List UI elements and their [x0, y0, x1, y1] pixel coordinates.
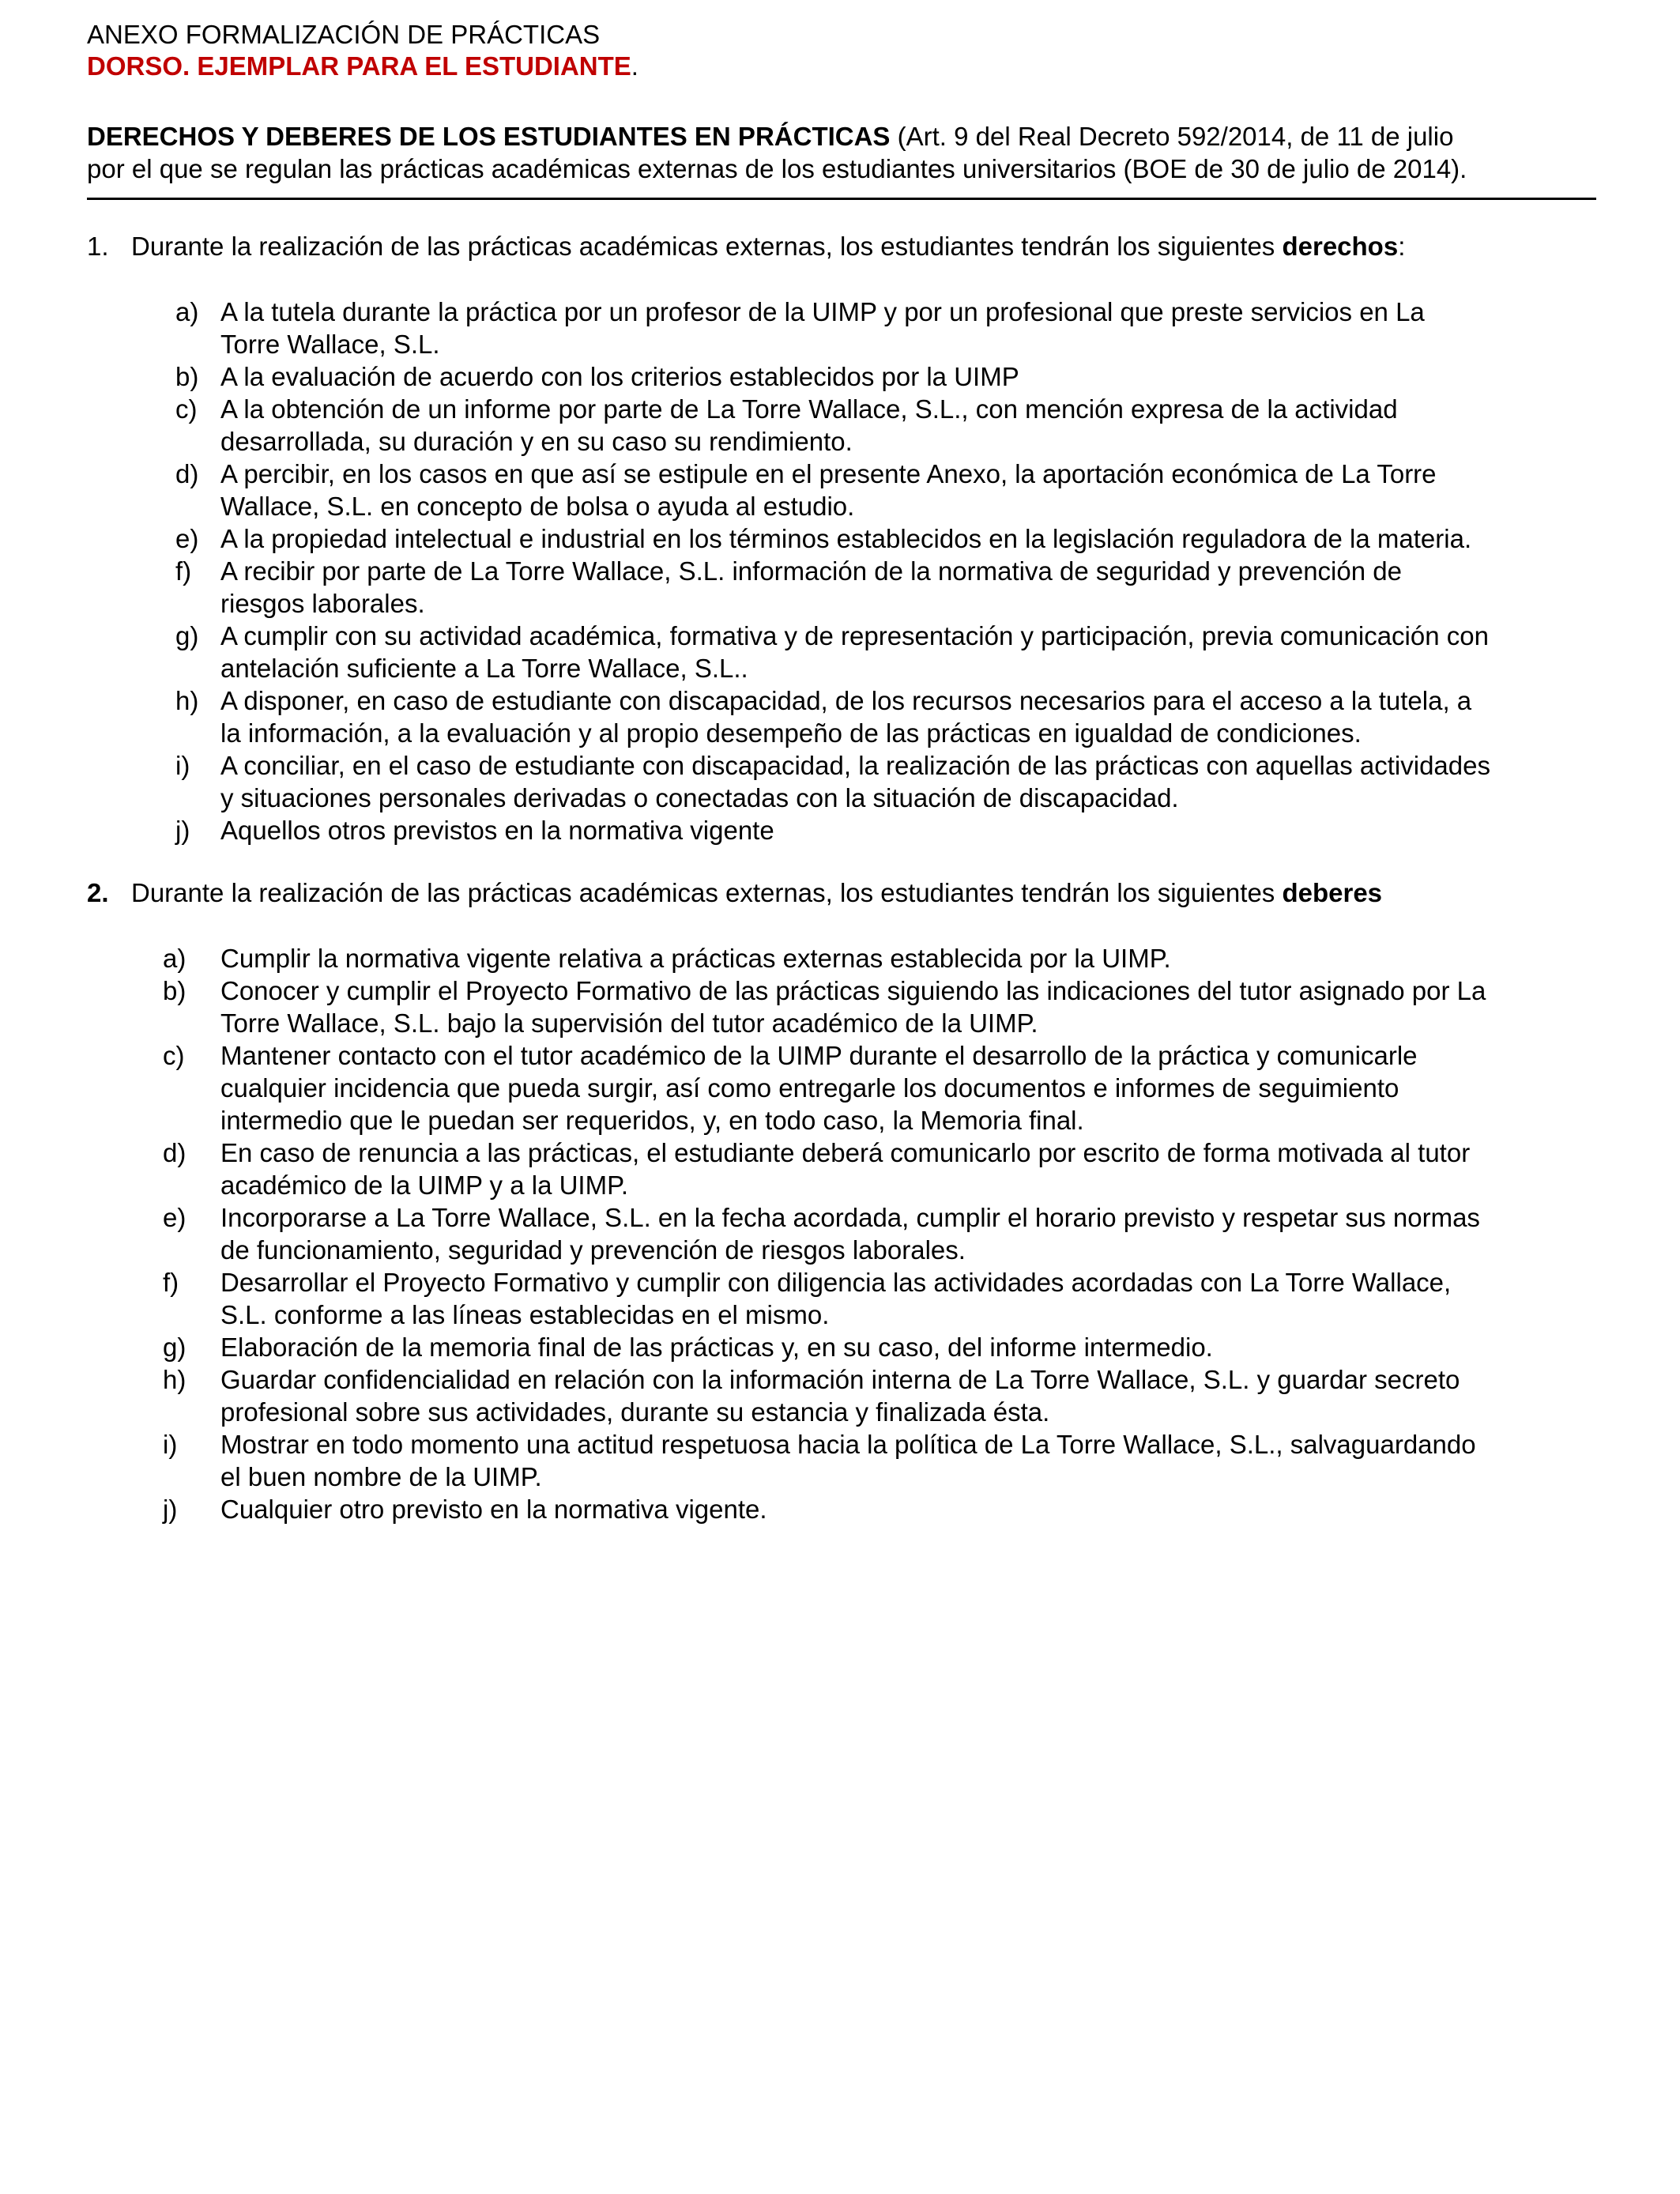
list-item-line: Guardar confidencialidad en relación con la información interna de La Torre Wallace, S.L. y guardar secreto: [220, 1365, 1460, 1394]
list-item-marker: b): [175, 362, 199, 391]
list-item-line: cualquier incidencia que pueda surgir, así como entregarle los documentos e informes de seguimiento: [220, 1073, 1399, 1103]
list-item-line: Elaboración de la memoria final de las prácticas y, en su caso, del informe intermedio.: [220, 1333, 1213, 1362]
rights-list-item: [0, 393, 1490, 458]
list-item-marker: a): [175, 297, 199, 326]
list-item-text: [220, 1201, 1486, 1266]
list-item-line: Conocer y cumplir el Proyecto Formativo de las prácticas siguiendo las indicaciones del tutor asignado por La: [220, 976, 1486, 1005]
copy-designation-period: .: [631, 51, 638, 81]
list-item-line: Mostrar en todo momento una actitud respetuosa hacia la política de La Torre Wallace, S.L., salvaguardando: [220, 1430, 1476, 1459]
duties-list-item: [0, 1039, 1486, 1137]
list-item-text: [220, 620, 1490, 684]
list-item-marker: i): [175, 751, 190, 780]
rights-list-item: [0, 296, 1490, 360]
rights-list-item: [0, 620, 1490, 684]
list-item-marker: i): [163, 1430, 178, 1459]
section-number: 1.: [87, 232, 109, 261]
rights-list-item: [0, 684, 1490, 749]
rights-list-item: [0, 749, 1490, 814]
list-item-line: Incorporarse a La Torre Wallace, S.L. en la fecha acordada, cumplir el horario previsto y respetar sus normas: [220, 1203, 1480, 1232]
list-item-text: [220, 393, 1490, 458]
list-item-line: A la propiedad intelectual e industrial en los términos establecidos en la legislación reguladora de la materia.: [220, 524, 1472, 553]
list-item-text: [220, 522, 1490, 555]
list-item-line: la información, a la evaluación y al propio desempeño de las prácticas en igualdad de condiciones.: [220, 718, 1362, 748]
list-item-line: A la evaluación de acuerdo con los criterios establecidos por la UIMP: [220, 362, 1019, 391]
list-item-line: riesgos laborales.: [220, 589, 425, 618]
list-item-line: profesional sobre sus actividades, durante su estancia y finalizada ésta.: [220, 1397, 1050, 1427]
heading-line-2: por el que se regulan las prácticas académicas externas de los estudiantes universitarios (BOE de 30 de julio de 2014).: [87, 154, 1467, 183]
list-item-line: Cualquier otro previsto en la normativa vigente.: [220, 1495, 767, 1524]
list-item-line: Desarrollar el Proyecto Formativo y cumplir con diligencia las actividades acordadas con La Torre Wallace,: [220, 1268, 1452, 1297]
rights-list-item: [0, 360, 1490, 393]
list-item-text: [220, 1331, 1486, 1363]
duties-list-item: [0, 1137, 1486, 1201]
list-item-line: A la tutela durante la práctica por un profesor de la UIMP y por un profesional que preste servicios en La: [220, 297, 1425, 326]
list-item-line: y situaciones personales derivadas o conectadas con la situación de discapacidad.: [220, 783, 1179, 812]
list-item-text: [220, 1428, 1486, 1493]
document-heading: [87, 120, 1596, 185]
duties-list-item: [0, 974, 1486, 1039]
duties-list-item: [0, 1331, 1486, 1363]
list-item-line: académico de la UIMP y a la UIMP.: [220, 1171, 629, 1200]
copy-designation: [87, 51, 638, 82]
list-item-text: [220, 1137, 1486, 1201]
list-item-line: Torre Wallace, S.L. bajo la supervisión del tutor académico de la UIMP.: [220, 1008, 1038, 1038]
rights-list: [0, 296, 1490, 846]
heading-citation-start: (Art. 9 del Real Decreto 592/2014, de 11 de julio: [890, 122, 1454, 151]
list-item-line: A percibir, en los casos en que así se estipule en el presente Anexo, la aportación económica de La Torre: [220, 459, 1437, 488]
list-item-line: A disponer, en caso de estudiante con discapacidad, de los recursos necesarios para el acceso a la tutela, a: [220, 686, 1472, 715]
list-item-line: antelación suficiente a La Torre Wallace, S.L..: [220, 654, 748, 683]
rights-list-item: [0, 522, 1490, 555]
list-item-marker: b): [163, 976, 186, 1005]
section-duties-heading: [87, 877, 1382, 909]
list-item-marker: e): [175, 524, 199, 553]
list-item-text: [220, 1493, 1486, 1525]
list-item-marker: c): [175, 394, 198, 424]
list-item-text: [220, 1363, 1486, 1428]
list-item-line: A la obtención de un informe por parte de La Torre Wallace, S.L., con mención expresa de la actividad: [220, 394, 1398, 424]
copy-designation-text: DORSO. EJEMPLAR PARA EL ESTUDIANTE: [87, 51, 631, 81]
duties-list-item: [0, 942, 1486, 974]
list-item-marker: a): [163, 944, 186, 973]
list-item-marker: g): [175, 621, 199, 650]
duties-list-item: [0, 1428, 1486, 1493]
list-item-marker: j): [175, 816, 190, 845]
section-intro: Durante la realización de las prácticas académicas externas, los estudiantes tendrán los siguientes: [131, 878, 1283, 907]
list-item-text: [220, 814, 1490, 846]
section-keyword: derechos: [1282, 232, 1399, 261]
heading-divider: [87, 198, 1596, 200]
list-item-line: En caso de renuncia a las prácticas, el estudiante deberá comunicarlo por escrito de forma motivada al tutor: [220, 1138, 1471, 1167]
list-item-marker: f): [175, 556, 192, 586]
list-item-marker: c): [163, 1041, 185, 1070]
list-item-text: [220, 749, 1490, 814]
heading-bold: DERECHOS Y DEBERES DE LOS ESTUDIANTES EN PRÁCTICAS: [87, 122, 891, 151]
list-item-text: [220, 684, 1490, 749]
section-rights-heading: [87, 231, 1405, 262]
list-item-marker: d): [175, 459, 199, 488]
section-keyword: deberes: [1282, 878, 1383, 907]
duties-list-item: [0, 1493, 1486, 1525]
list-item-marker: e): [163, 1203, 186, 1232]
annex-title: ANEXO FORMALIZACIÓN DE PRÁCTICAS: [87, 20, 601, 49]
list-item-text: [220, 1039, 1486, 1137]
list-item-line: Cumplir la normativa vigente relativa a prácticas externas establecida por la UIMP.: [220, 944, 1171, 973]
list-item-text: [220, 360, 1490, 393]
section-suffix: :: [1398, 232, 1406, 261]
rights-list-item: [0, 814, 1490, 846]
duties-list-item: [0, 1266, 1486, 1331]
list-item-line: A recibir por parte de La Torre Wallace, S.L. información de la normativa de seguridad y prevención de: [220, 556, 1402, 586]
list-item-marker: g): [163, 1333, 186, 1362]
list-item-text: [220, 942, 1486, 974]
heading-line-1: [87, 120, 1596, 153]
list-item-text: [220, 974, 1486, 1039]
rights-list-item: [0, 458, 1490, 522]
list-item-text: [220, 555, 1490, 620]
list-item-line: desarrollada, su duración y en su caso su rendimiento.: [220, 427, 853, 456]
list-item-line: A conciliar, en el caso de estudiante con discapacidad, la realización de las prácticas con aquellas actividades: [220, 751, 1490, 780]
list-item-text: [220, 458, 1490, 522]
list-item-line: Wallace, S.L. en concepto de bolsa o ayuda al estudio.: [220, 492, 855, 521]
list-item-line: el buen nombre de la UIMP.: [220, 1462, 542, 1491]
duties-list-item: [0, 1363, 1486, 1428]
duties-list-item: [0, 1201, 1486, 1266]
list-item-marker: d): [163, 1138, 186, 1167]
list-item-marker: f): [163, 1268, 179, 1297]
list-item-line: Mantener contacto con el tutor académico de la UIMP durante el desarrollo de la práctica y comunicarle: [220, 1041, 1418, 1070]
list-item-text: [220, 1266, 1486, 1331]
duties-list: [0, 942, 1486, 1525]
list-item-line: de funcionamiento, seguridad y prevención de riesgos laborales.: [220, 1235, 966, 1265]
list-item-marker: h): [175, 686, 199, 715]
list-item-marker: j): [163, 1495, 178, 1524]
list-item-line: intermedio que le puedan ser requeridos, y, en todo caso, la Memoria final.: [220, 1106, 1084, 1135]
list-item-line: A cumplir con su actividad académica, formativa y de representación y participación, previa comunicación con: [220, 621, 1489, 650]
list-item-line: Aquellos otros previstos en la normativa vigente: [220, 816, 774, 845]
list-item-line: S.L. conforme a las líneas establecidas en el mismo.: [220, 1300, 830, 1329]
section-intro: Durante la realización de las prácticas académicas externas, los estudiantes tendrán los siguientes: [131, 232, 1283, 261]
rights-list-item: [0, 555, 1490, 620]
list-item-text: [220, 296, 1490, 360]
list-item-line: Torre Wallace, S.L.: [220, 330, 440, 359]
section-number: 2.: [87, 878, 109, 907]
list-item-marker: h): [163, 1365, 186, 1394]
